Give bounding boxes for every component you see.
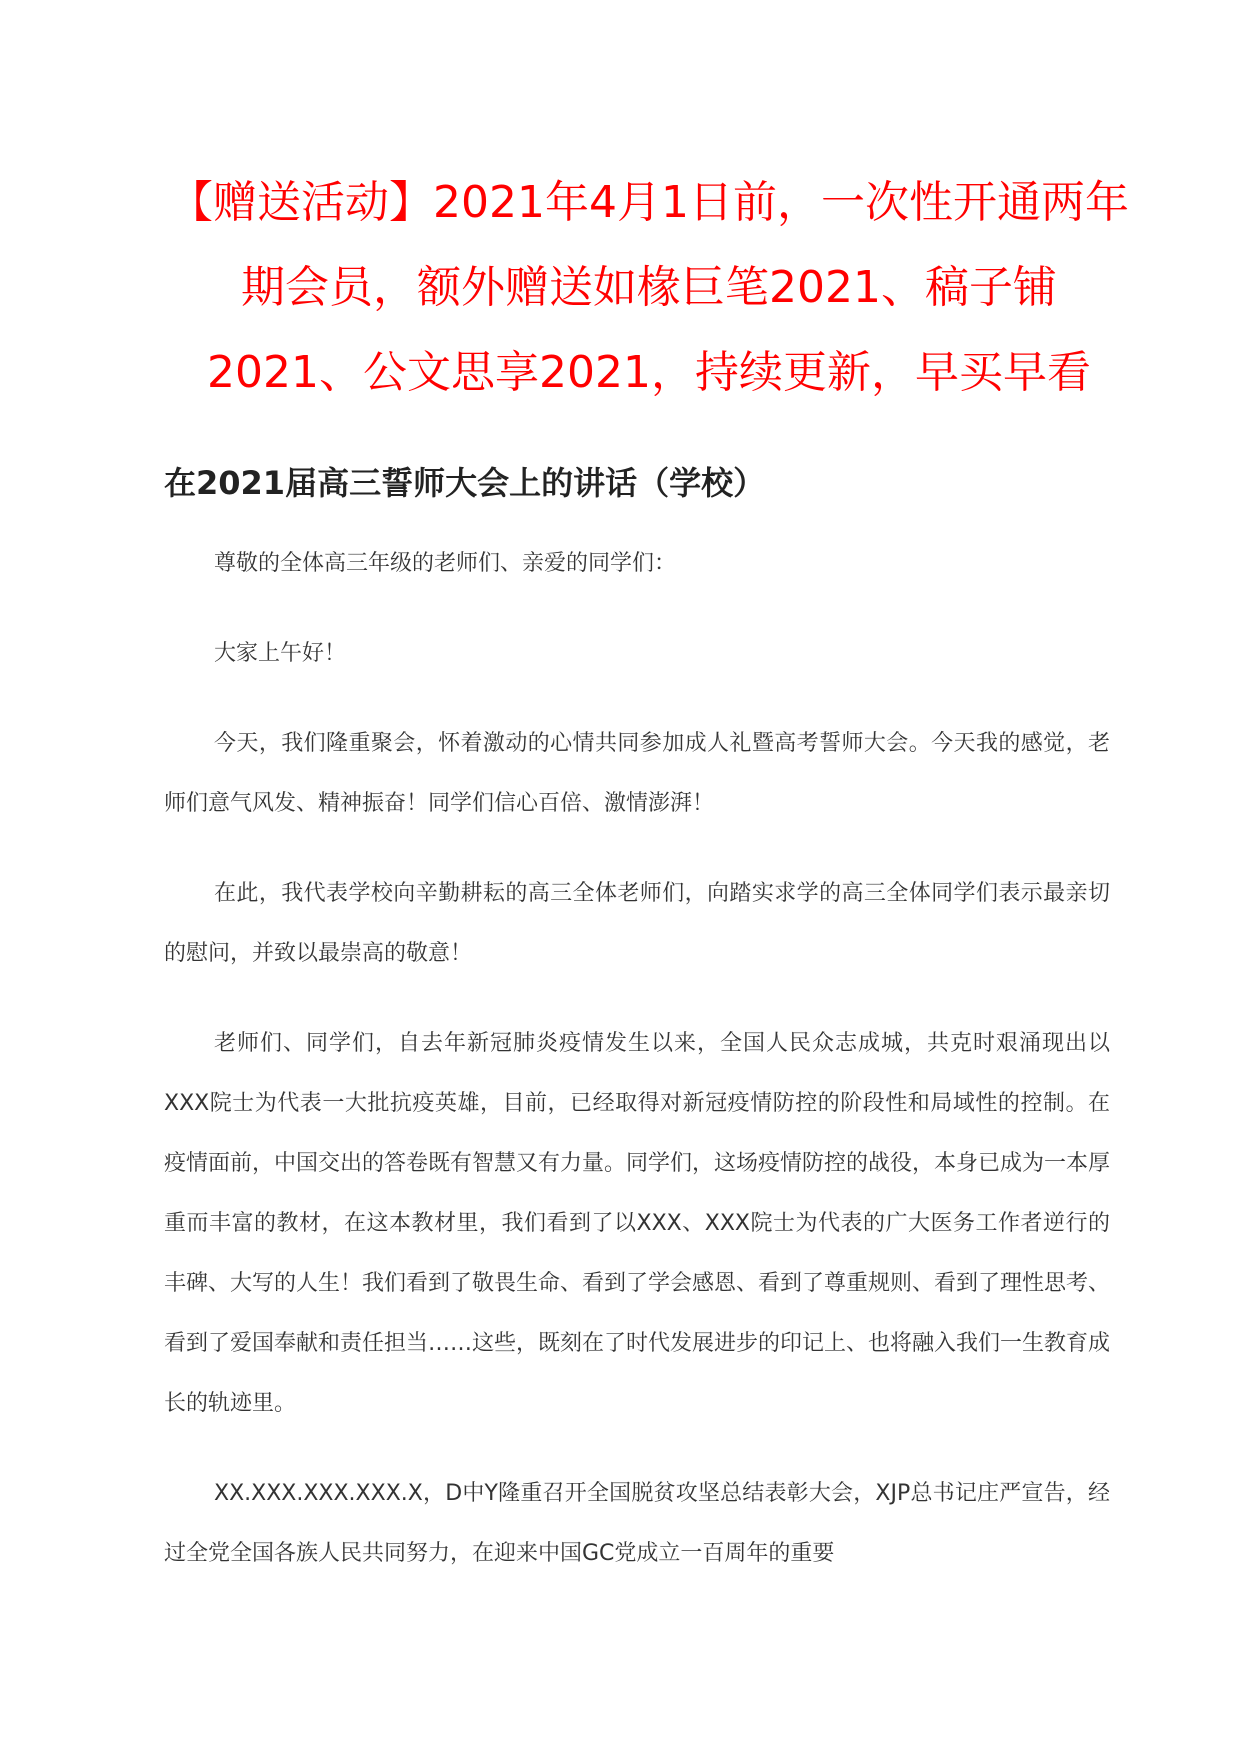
body-paragraph: 老师们、同学们，自去年新冠肺炎疫情发生以来，全国人民众志成城，共克时艰涌现出以XXX院士为代表一大批抗疫英雄，目前，已经取得对新冠疫情防控的阶段性和局域性的控制。在疫情面前，中国交出的答卷既有智慧又有力量。同学们，这场疫情防控的战役，本身已成为一本厚重而丰富的教材，在这本教材里，我们看到了以XXX、XXX院士为代表的广大医务工作者逆行的丰碑、大写的人生！我们看到了敬畏生命、看到了学会感恩、看到了尊重规则、看到了理性思考、看到了爱国奉献和责任担当……这些，既刻在了时代发展进步的印记上、也将融入我们一生教育成长的轨迹里。 xyxy=(164,1031,1111,1416)
body-paragraph: XX.XXX.XXX.XXX.X，D中Y隆重召开全国脱贫攻坚总结表彰大会，XJP总书记庄严宣告，经过全党全国各族人民共同努力，在迎来中国GC党成立一百周年的重要 xyxy=(164,1481,1110,1566)
body-paragraph: 今天，我们隆重聚会，怀着激动的心情共同参加成人礼暨高考誓师大会。今天我的感觉，老师们意气风发、精神振奋！同学们信心百倍、激情澎湃！ xyxy=(164,731,1110,816)
greeting: 大家上午好！ xyxy=(214,641,347,666)
document-body xyxy=(164,534,1110,1614)
salutation: 尊敬的全体高三年级的老师们、亲爱的同学们： xyxy=(214,551,677,576)
promo-banner: 【赠送活动】2021年4月1日前，一次性开通两年期会员，额外赠送如椽巨笔2021、稿子铺2021、公文思享2021，持续更新，早买早看 xyxy=(169,177,1129,398)
document-title: 在2021届高三誓师大会上的讲话（学校） xyxy=(164,464,766,502)
body-paragraph: 在此，我代表学校向辛勤耕耘的高三全体老师们，向踏实求学的高三全体同学们表示最亲切的慰问，并致以最崇高的敬意！ xyxy=(164,881,1110,966)
